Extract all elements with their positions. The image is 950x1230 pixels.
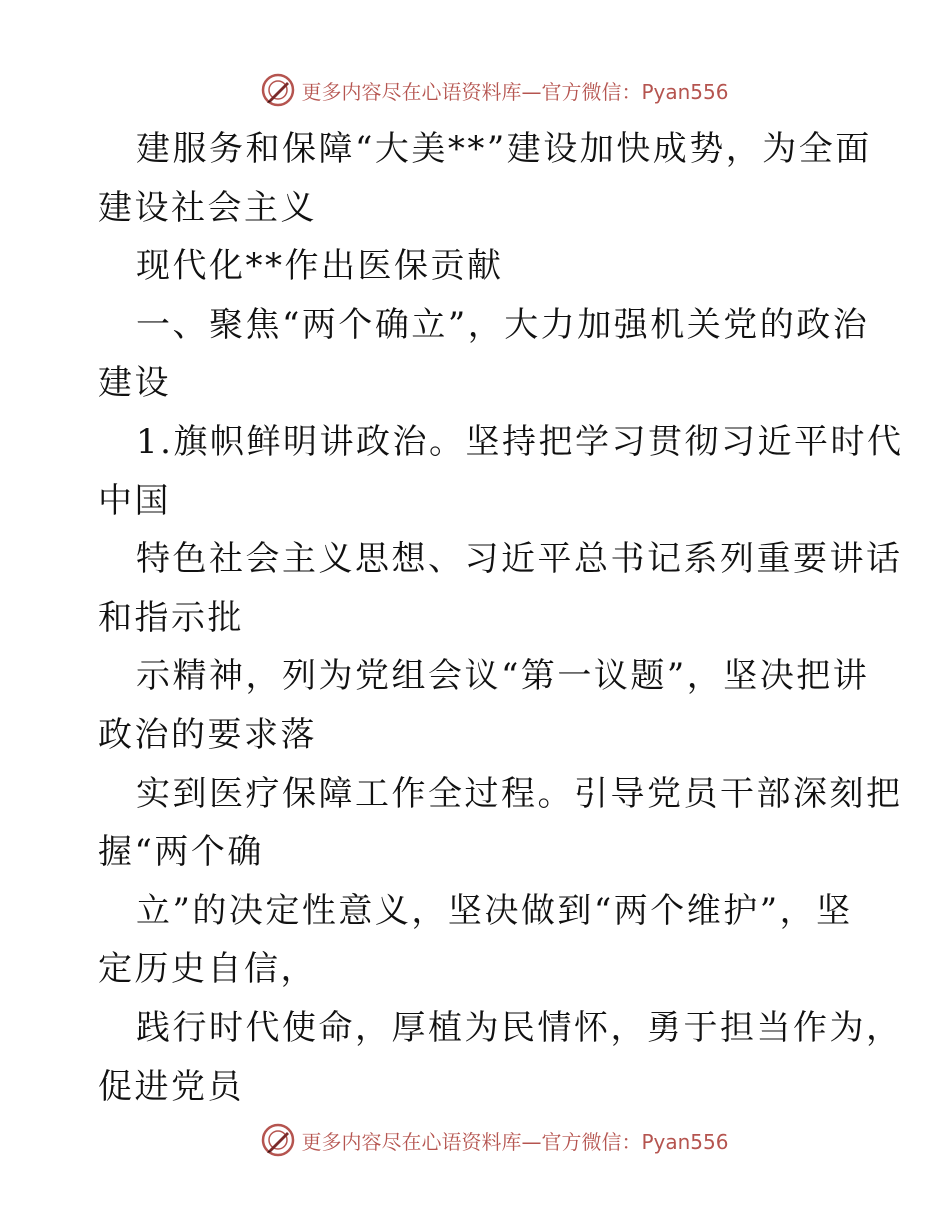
text-line: 握“两个确 [98,832,264,873]
watermark-text: 更多内容尽在心语资料库—官方微信：Pyan556 [301,79,729,104]
text-line: 政治的要求落 [98,714,317,755]
text-line: 1.旗帜鲜明讲政治。坚持把学习贯彻习近平时代 [136,421,904,462]
header-watermark-banner [0,70,950,110]
watermark-text: 更多内容尽在心语资料库—官方微信：Pyan556 [301,1129,729,1154]
text-line: 特色社会主义思想、习近平总书记系列重要讲话 [136,539,903,580]
pen-seal-logo-icon [261,73,295,107]
pen-seal-logo-icon [261,1123,295,1157]
text-line: 实到医疗保障工作全过程。引导党员干部深刻把 [136,773,903,814]
text-line: 中国 [98,480,171,521]
text-line: 促进党员 [98,1066,244,1107]
text-line: 建服务和保障“大美**”建设加快成势，为全面 [136,129,872,169]
text-line: 建设社会主义 [98,187,317,228]
document-body [98,120,904,1116]
text-line: 示精神，列为党组会议“第一议题”，坚决把讲 [136,656,870,697]
text-line: 建设 [98,363,171,404]
footer-watermark-banner [0,1120,950,1160]
text-line: 一、聚焦“两个确立”，大力加强机关党的政治 [136,304,870,345]
text-line: 和指示批 [98,597,244,638]
text-line: 践行时代使命，厚植为民情怀，勇于担当作为， [136,1007,903,1048]
text-line: 定历史自信， [98,949,317,990]
text-line: 现代化**作出医保贡献 [136,246,504,287]
text-line: 立”的决定性意义，坚决做到“两个维护”，坚 [136,890,853,931]
